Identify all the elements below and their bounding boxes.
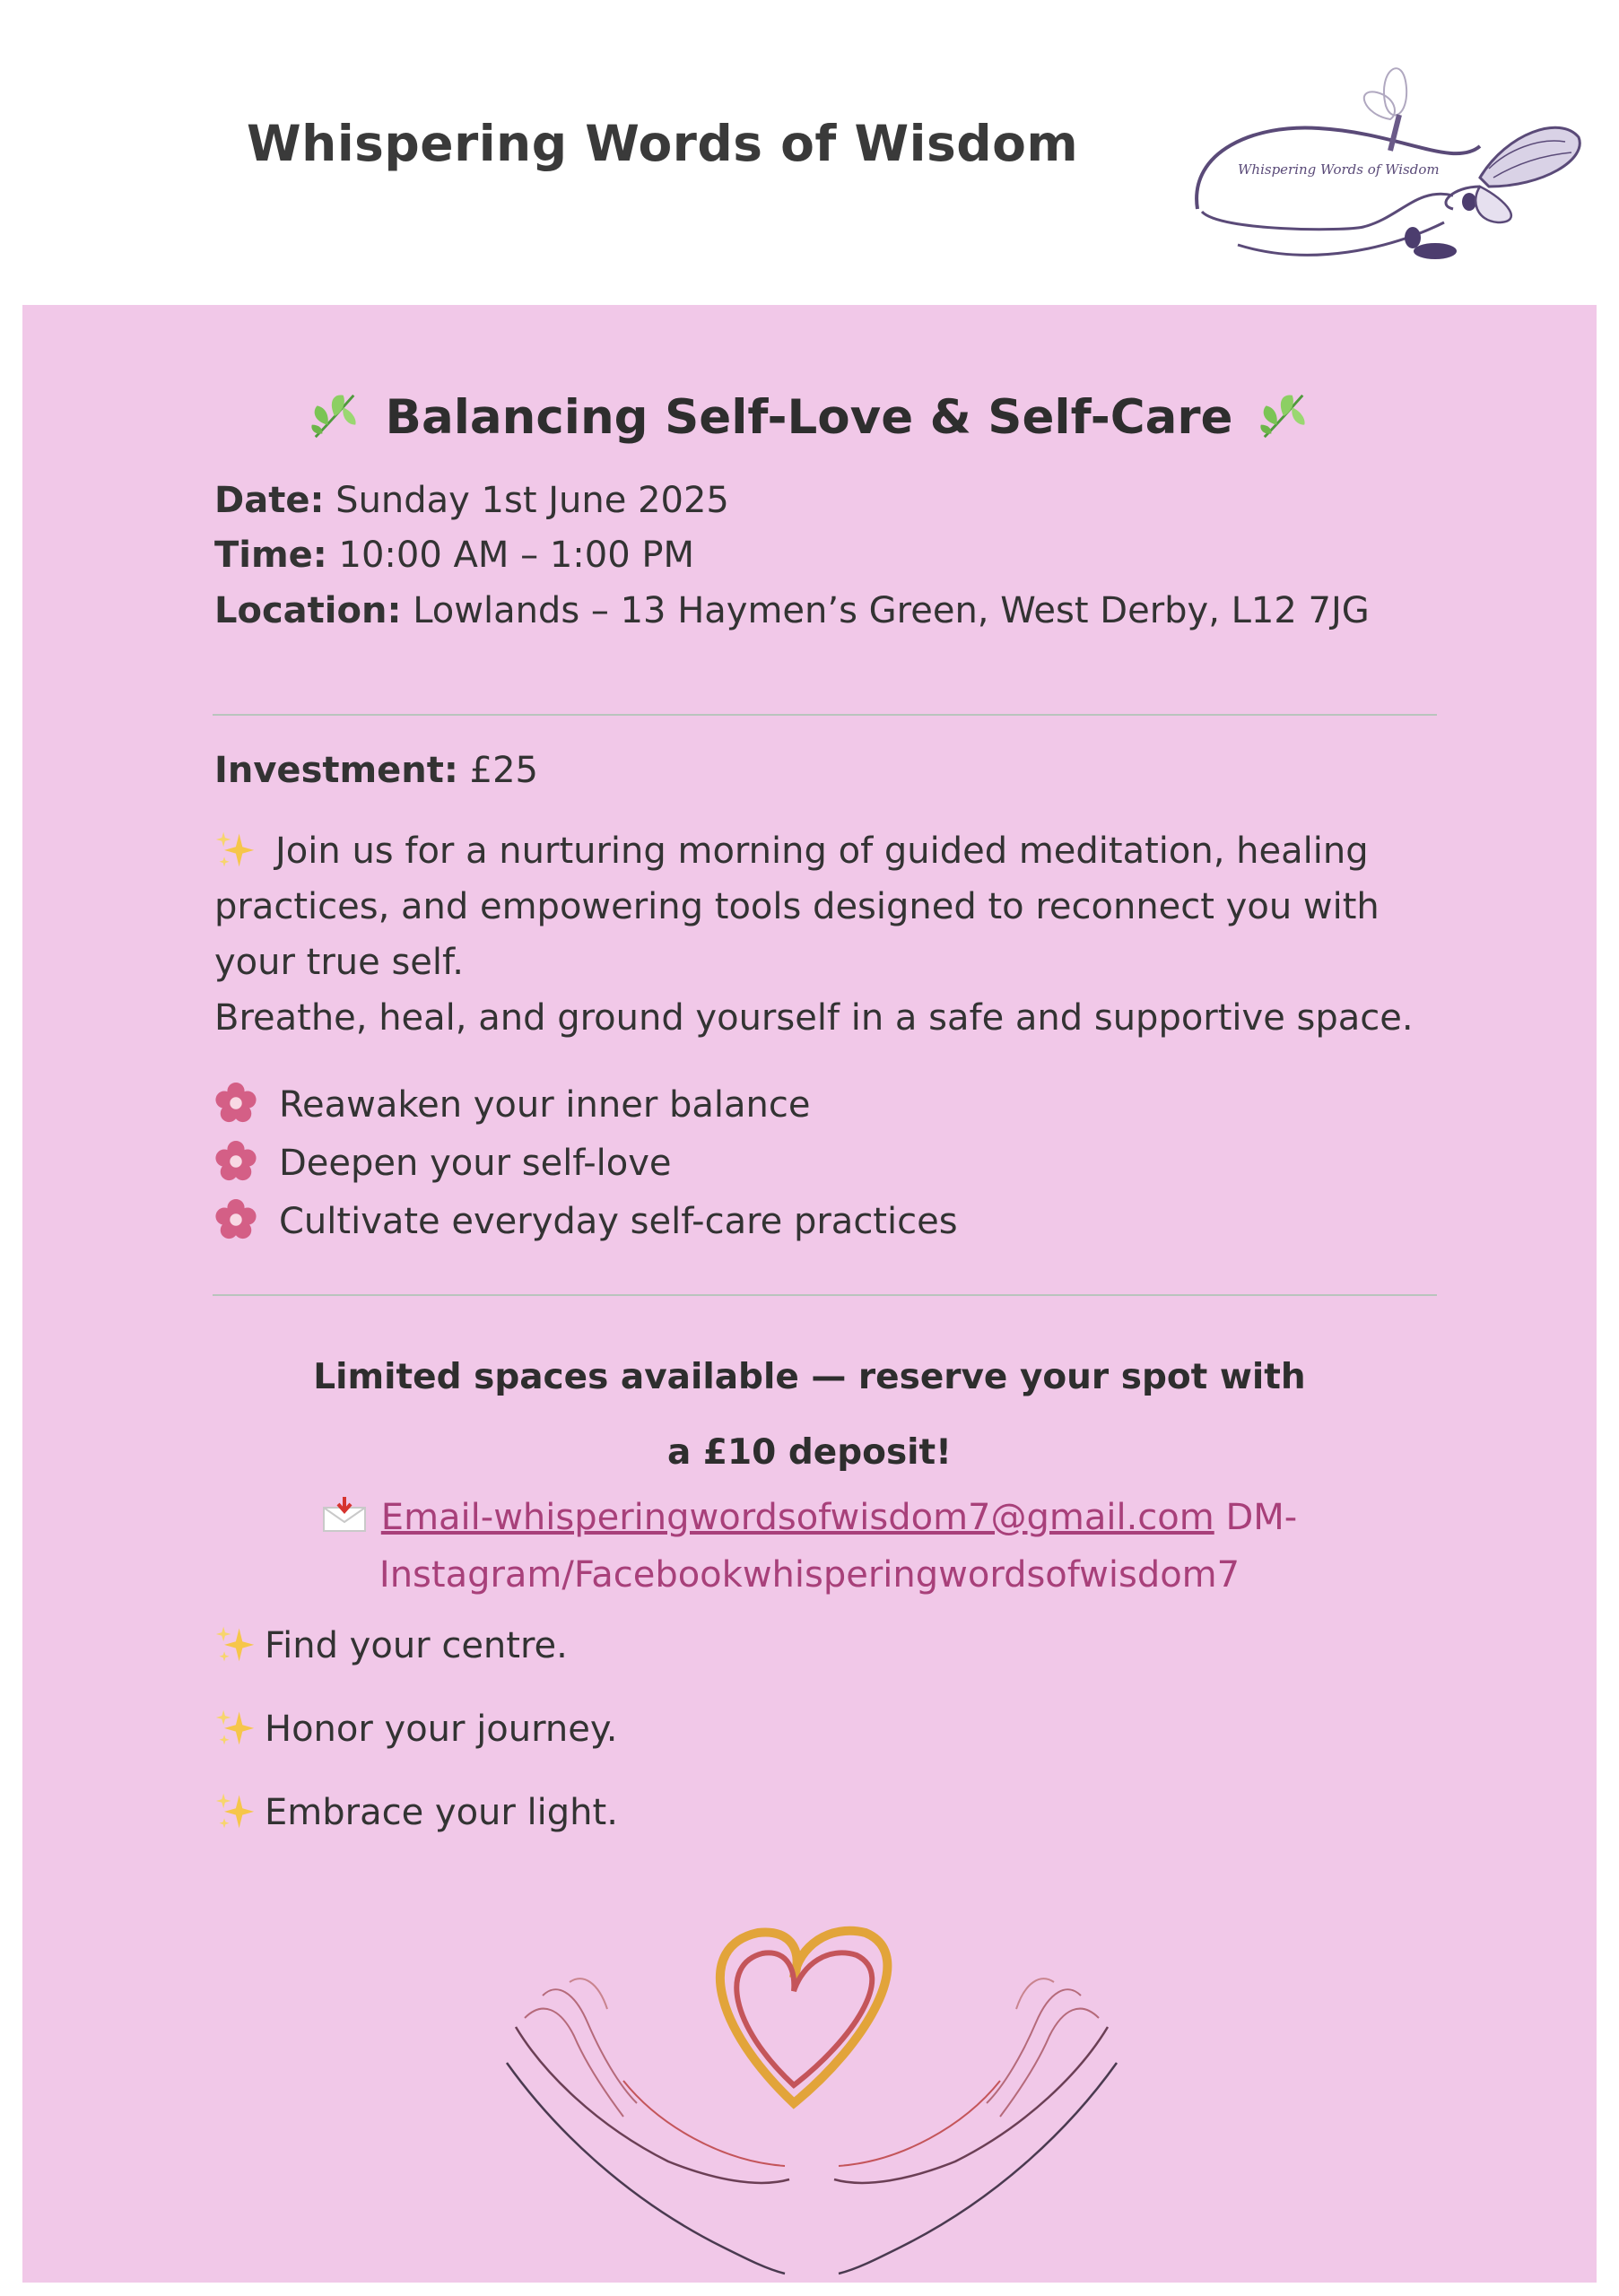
logo-text: Whispering Words of Wisdom: [1238, 161, 1440, 178]
description-line: Join us for a nurturing morning of guided meditation, healing: [275, 831, 1369, 872]
benefits-list: [214, 1076, 958, 1251]
divider: [213, 714, 1437, 716]
event-title-row: [159, 390, 1459, 445]
investment-value: £25: [469, 750, 538, 791]
list-item: [214, 1076, 958, 1135]
header: [0, 0, 1619, 305]
booking-line-1: Limited spaces available — reserve your spot with: [313, 1357, 1306, 1397]
divider: [213, 1294, 1437, 1296]
closing-line: [214, 1790, 618, 1833]
location-value: Lowlands – 13 Haymen’s Green, West Derby, L12 7JG: [413, 590, 1370, 631]
location-row: [214, 590, 1370, 631]
leaf-icon: [309, 390, 361, 442]
benefit-text: Reawaken your inner balance: [279, 1084, 811, 1126]
date-value: Sunday 1st June 2025: [335, 480, 729, 521]
date-label: Date:: [214, 480, 325, 521]
heart-hands-illustration: [489, 1892, 1135, 2278]
time-label: Time:: [214, 535, 327, 576]
closing-text: Find your centre.: [265, 1625, 568, 1666]
list-item: [214, 1135, 958, 1193]
sparkle-icon: [214, 1790, 256, 1831]
time-row: [214, 535, 694, 576]
contact-block: [22, 1489, 1597, 1604]
flower-icon: [214, 1140, 257, 1183]
flower-icon: [214, 1082, 257, 1125]
location-label: Location:: [214, 590, 402, 631]
closing-text: Honor your journey.: [265, 1709, 618, 1750]
closing-line: [214, 1707, 618, 1750]
description-line: practices, and empowering tools designed to reconnect you with: [214, 886, 1380, 927]
flower-icon: [214, 1198, 257, 1241]
leaf-icon: [1258, 390, 1310, 442]
description-line: Breathe, heal, and ground yourself in a safe and supportive space.: [214, 997, 1414, 1039]
description-line: your true self.: [214, 942, 464, 983]
email-link[interactable]: Email-whisperingwordsofwisdom7@gmail.com: [380, 1497, 1214, 1538]
benefit-text: Cultivate everyday self-care practices: [279, 1201, 958, 1242]
closing-line: [214, 1623, 568, 1666]
list-item: [214, 1193, 958, 1251]
closing-text: Embrace your light.: [265, 1792, 618, 1833]
brand-title: Whispering Words of Wisdom: [247, 115, 1079, 172]
date-row: [214, 480, 729, 521]
sparkle-icon: [214, 1623, 256, 1665]
investment-label: Investment:: [214, 750, 458, 791]
social-handle: Instagram/Facebookwhisperingwordsofwisdom7: [379, 1554, 1240, 1596]
booking-line-2: a £10 deposit!: [667, 1432, 952, 1473]
sparkle-icon: [214, 829, 256, 870]
time-value: 10:00 AM – 1:00 PM: [338, 535, 694, 576]
sparkle-icon: [214, 1707, 256, 1748]
investment-row: [214, 750, 538, 791]
envelope-icon: [322, 1497, 367, 1533]
dragonfly-logo: [1184, 52, 1592, 276]
event-title: Balancing Self-Love & Self-Care: [385, 390, 1233, 445]
dm-prefix: DM-: [1225, 1497, 1298, 1538]
description: [214, 823, 1414, 1046]
benefit-text: Deepen your self-love: [279, 1143, 672, 1184]
event-panel: [22, 305, 1597, 2283]
